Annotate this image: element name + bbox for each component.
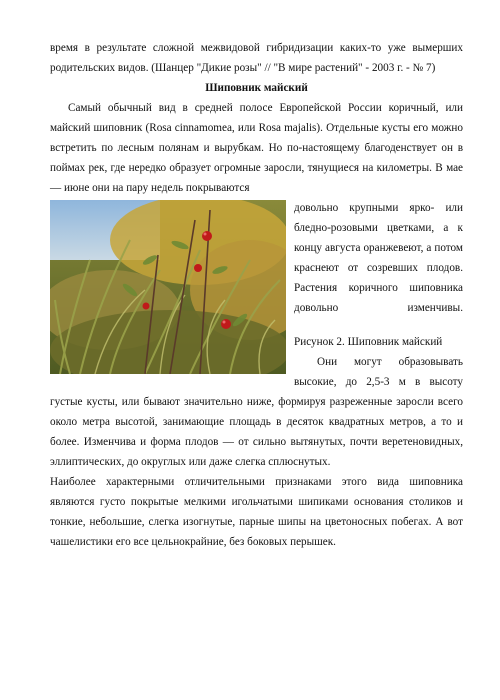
figure-caption: Рисунок 2. Шиповник майский	[294, 336, 443, 348]
rosehip-photo	[50, 200, 286, 374]
paragraph-3: Наиболее характерными отличительными признаками этого вида шиповника являются густо покрытые мелкими игольчатыми шипиками основания столиков и тонкие, небольшие, слегка изогнутые, парные шипы на цветоносных побегах. А вот чашелистики его все цельнокрайние, без боковых перышек.	[50, 476, 463, 548]
rosehip-bush-image	[50, 200, 286, 374]
paragraph-1-wrap: довольно крупными ярко- или бледно-розовыми цветками, а к концу августа оранжевеют, а потом краснеют от созревших плодов. Растения коричного шиповника довольно изменчивы.	[294, 202, 463, 314]
paragraph-1: Самый обычный вид в средней полосе Европейской России коричный, или майский шиповник (Rosa cinnamomea, или Rosa majalis). Отдельные кусты его можно встретить по лесным полянам и вырубкам. Но по-настоящему благоденствует он в поймах рек, где нередко образует огромные заросли, тянущиеся на километры. В мае — июне они на пару недель покрываются	[50, 102, 463, 194]
section-title: Шиповник майский	[205, 82, 308, 94]
text-column	[50, 38, 463, 552]
paragraph-2: Они могут образовывать высокие, до 2,5-3 м в высоту густые кусты, или бывают значительно ниже, формируя разреженные заросли всего около метра высотой, занимающие площадь в десяток квадратных метров, а то и более. Изменчива и форма плодов — от сильно вытянутых, почти веретеновидных, эллиптических, до округлых или даже слегка сплюснутых.	[50, 356, 463, 468]
intro-paragraph: время в результате сложной межвидовой гибридизации каких-то уже вымерших родительских видов. (Шанцер "Дикие розы" // "В мире растений" - 2003 г. - № 7)	[50, 42, 463, 74]
